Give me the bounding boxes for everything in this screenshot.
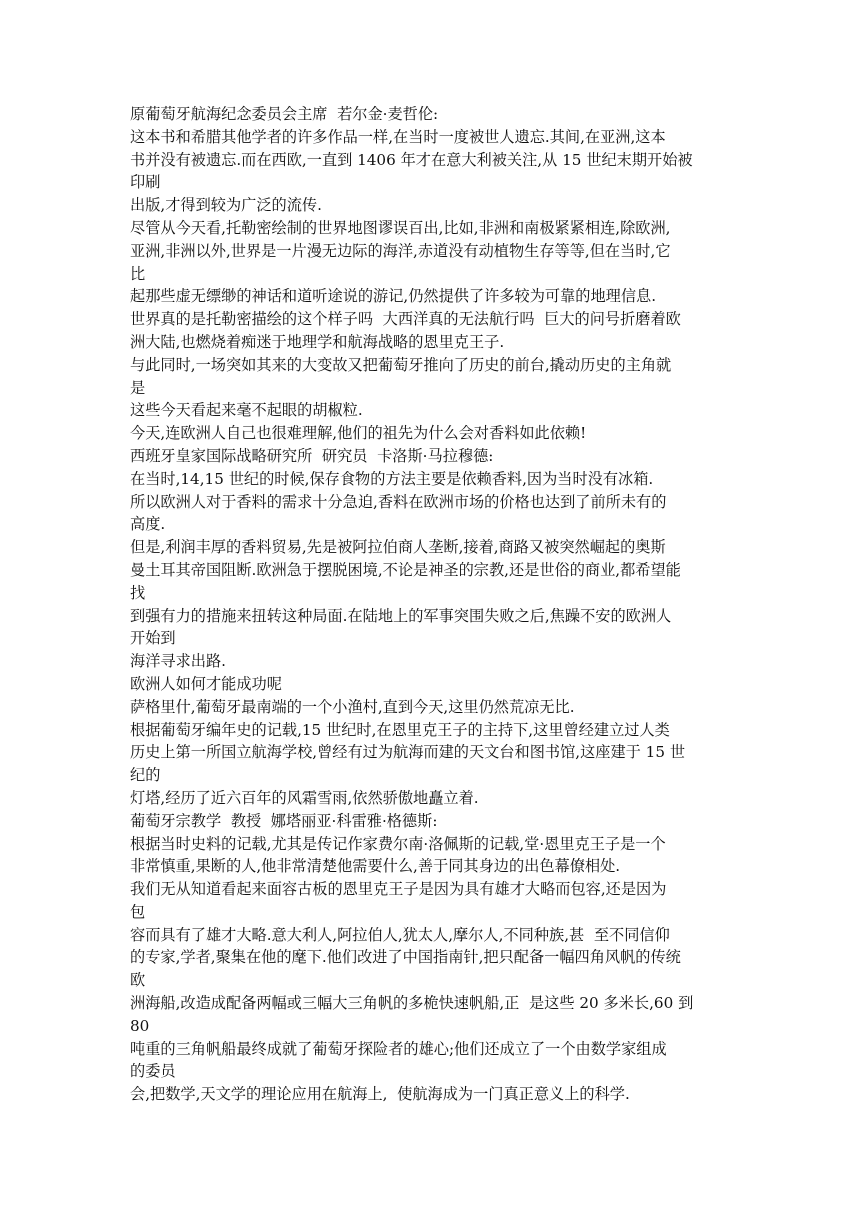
text-line: 灯塔,经历了近六百年的风霜雪雨,依然骄傲地矗立着.	[130, 788, 479, 807]
text-line: 这些今天看起来毫不起眼的胡椒粒.	[130, 401, 363, 420]
text-line: 会,把数学,天文学的理论应用在航海上, 使航海成为一门真正意义上的科学.	[130, 1085, 630, 1104]
text-line: 包	[130, 902, 146, 921]
text-line: 历史上第一所国立航海学校,曾经有过为航海而建的天文台和图书馆,这座建于 15 世	[130, 743, 686, 762]
text-line: 纪的	[130, 766, 161, 785]
text-line: 书并没有被遗忘.而在西欧,一直到 1406 年才在意大利被关注,从 15 世纪末期开始被	[130, 150, 693, 169]
text-line: 今天,连欧洲人自己也很难理解,他们的祖先为什么会对香料如此依赖!	[130, 424, 587, 443]
text-line: 洲大陆,也燃烧着痴迷于地理学和航海战略的恩里克王子.	[130, 332, 505, 351]
text-line: 非常慎重,果断的人,他非常清楚他需要什么,善于同其身边的出色幕僚相处.	[130, 857, 621, 876]
text-line: 葡萄牙宗教学 教授 娜塔丽亚·科雷雅·格德斯:	[130, 811, 438, 830]
text-line: 海洋寻求出路.	[130, 652, 226, 671]
text-line: 找	[130, 583, 146, 602]
text-line: 洲海船,改造成配备两幅或三幅大三角帆的多桅快速帆船,正 是这些 20 多米长,60 到	[130, 994, 694, 1013]
text-line: 我们无从知道看起来面容古板的恩里克王子是因为具有雄才大略而包容,还是因为	[130, 880, 667, 899]
text-line: 西班牙皇家国际战略研究所 研究员 卡洛斯·马拉穆德:	[130, 446, 494, 465]
text-line: 高度.	[130, 515, 166, 534]
text-line: 比	[130, 264, 146, 283]
document-body	[130, 103, 740, 1106]
text-line: 80	[130, 1016, 150, 1035]
text-line: 是	[130, 378, 146, 397]
text-line: 开始到	[130, 629, 176, 648]
text-line: 原葡萄牙航海纪念委员会主席 若尔金·麦哲伦:	[130, 105, 439, 123]
text-line: 的委员	[130, 1062, 176, 1081]
text-line: 但是,利润丰厚的香料贸易,先是被阿拉伯商人垄断,接着,商路又被突然崛起的奥斯	[130, 538, 666, 557]
text-line: 尽管从今天看,托勒密绘制的世界地图谬误百出,比如,非洲和南极紧紧相连,除欧洲,	[130, 218, 671, 237]
text-line: 萨格里什,葡萄牙最南端的一个小渔村,直到今天,这里仍然荒凉无比.	[130, 697, 575, 716]
text-line: 所以欧洲人对于香料的需求十分急迫,香料在欧洲市场的价格也达到了前所未有的	[130, 492, 667, 511]
text-line: 印刷	[130, 173, 161, 192]
text-line: 出版,才得到较为广泛的流传.	[130, 196, 322, 215]
text-line: 亚洲,非洲以外,世界是一片漫无边际的海洋,赤道没有动植物生存等等,但在当时,它	[130, 241, 671, 260]
text-line: 欧	[130, 971, 146, 990]
text-line: 到强有力的措施来扭转这种局面.在陆地上的军事突围失败之后,焦躁不安的欧洲人	[130, 606, 672, 625]
text-line: 世界真的是托勒密描绘的这个样子吗 大西洋真的无法航行吗 巨大的问号折磨着欧	[130, 310, 681, 329]
text-line: 曼土耳其帝国阻断.欧洲急于摆脱困境,不论是神圣的宗教,还是世俗的商业,都希望能	[130, 560, 681, 579]
text-line: 这本书和希腊其他学者的许多作品一样,在当时一度被世人遗忘.其间,在亚洲,这本	[130, 127, 666, 146]
text-line: 起那些虚无缥缈的神话和道听途说的游记,仍然提供了许多较为可靠的地理信息.	[130, 287, 657, 306]
text-line: 根据当时史料的记载,尤其是传记作家费尔南·洛佩斯的记载,堂·恩里克王子是一个	[130, 834, 666, 853]
text-line: 在当时,14,15 世纪的时候,保存食物的方法主要是依赖香料,因为当时没有冰箱.	[130, 469, 654, 488]
text-line: 吨重的三角帆船最终成就了葡萄牙探险者的雄心;他们还成立了一个由数学家组成	[130, 1039, 667, 1058]
text-line: 容而具有了雄才大略.意大利人,阿拉伯人,犹太人,摩尔人,不同种族,甚 至不同信仰	[130, 925, 670, 944]
text-line: 根据葡萄牙编年史的记载,15 世纪时,在恩里克王子的主持下,这里曾经建立过人类	[130, 720, 670, 739]
text-line: 的专家,学者,聚集在他的麾下.他们改进了中国指南针,把只配备一幅四角风帆的传统	[130, 948, 681, 967]
text-line: 与此同时,一场突如其来的大变故又把葡萄牙推向了历史的前台,撬动历史的主角就	[130, 355, 672, 374]
text-line: 欧洲人如何才能成功呢	[130, 674, 282, 693]
